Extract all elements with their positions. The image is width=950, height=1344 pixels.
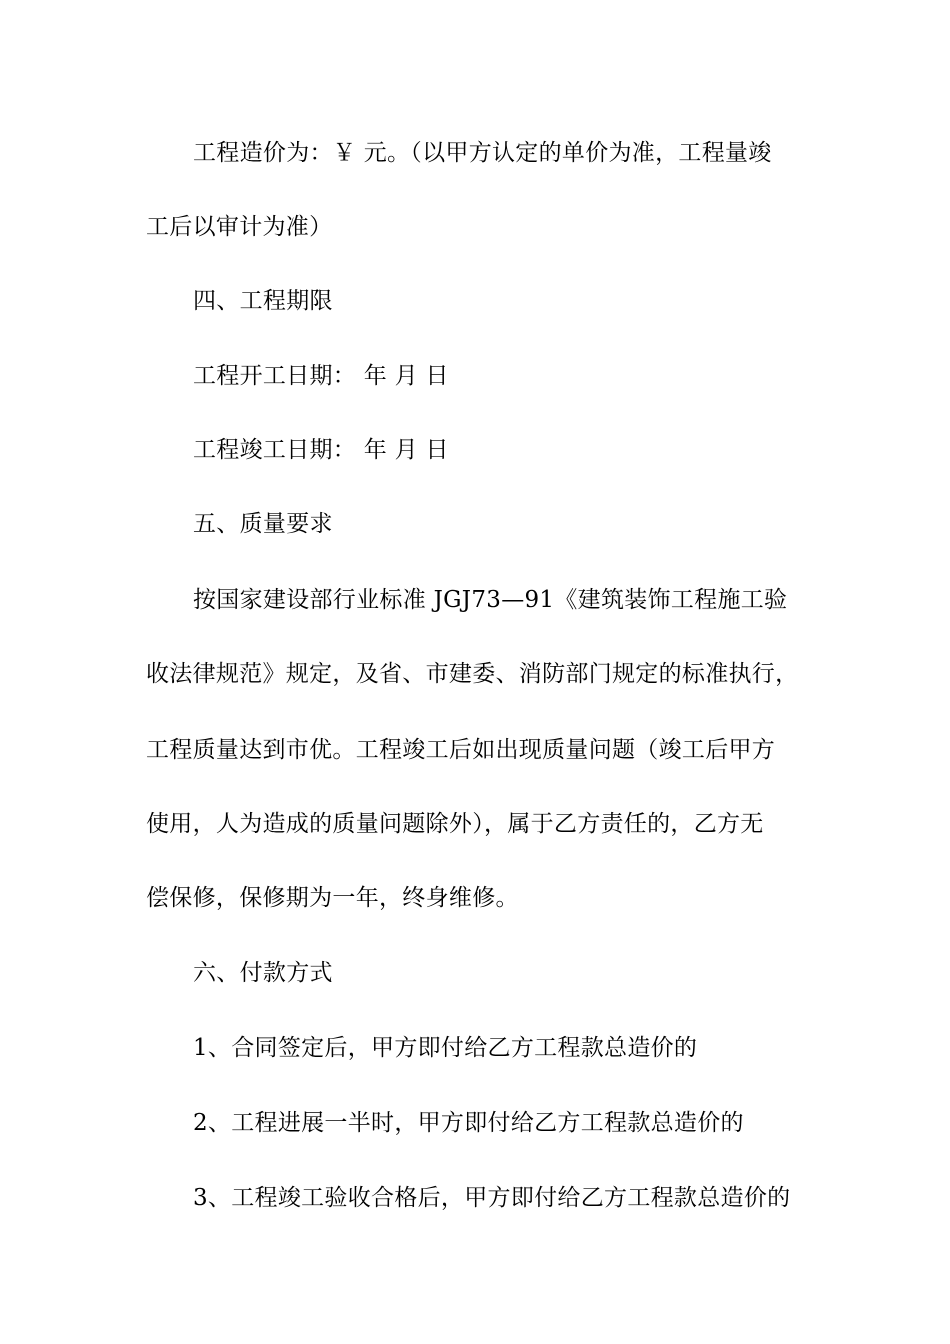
payment-item-2: 2、工程进展一半时，甲方即付给乙方工程款总造价的 bbox=[193, 1110, 744, 1136]
paragraph-line-cost-cont: 工后以审计为准） bbox=[146, 214, 333, 240]
quality-paragraph-line-2: 收法律规范》规定，及省、市建委、消防部门规定的标准执行， bbox=[146, 661, 799, 687]
completion-date-line: 工程竣工日期： 年 月 日 bbox=[193, 437, 449, 463]
start-date-line: 工程开工日期： 年 月 日 bbox=[193, 363, 449, 389]
section-heading-quality: 五、质量要求 bbox=[193, 511, 333, 537]
quality-paragraph-line-3: 工程质量达到市优。工程竣工后如出现质量问题（竣工后甲方 bbox=[146, 737, 776, 763]
payment-item-1: 1、合同签定后，甲方即付给乙方工程款总造价的 bbox=[193, 1035, 698, 1061]
quality-paragraph-line-5: 偿保修，保修期为一年，终身维修。 bbox=[146, 885, 519, 911]
quality-paragraph-line-4: 使用，人为造成的质量问题除外），属于乙方责任的，乙方无 bbox=[146, 811, 764, 837]
paragraph-line-cost: 工程造价为：￥ 元。（以甲方认定的单价为准，工程量竣 bbox=[193, 140, 772, 166]
section-heading-payment: 六、付款方式 bbox=[193, 960, 333, 986]
quality-paragraph-line-1: 按国家建设部行业标准 JGJ73—91《建筑装饰工程施工验 bbox=[193, 587, 788, 613]
payment-item-3: 3、工程竣工验收合格后，甲方即付给乙方工程款总造价的 bbox=[193, 1185, 791, 1211]
section-heading-period: 四、工程期限 bbox=[193, 288, 333, 314]
